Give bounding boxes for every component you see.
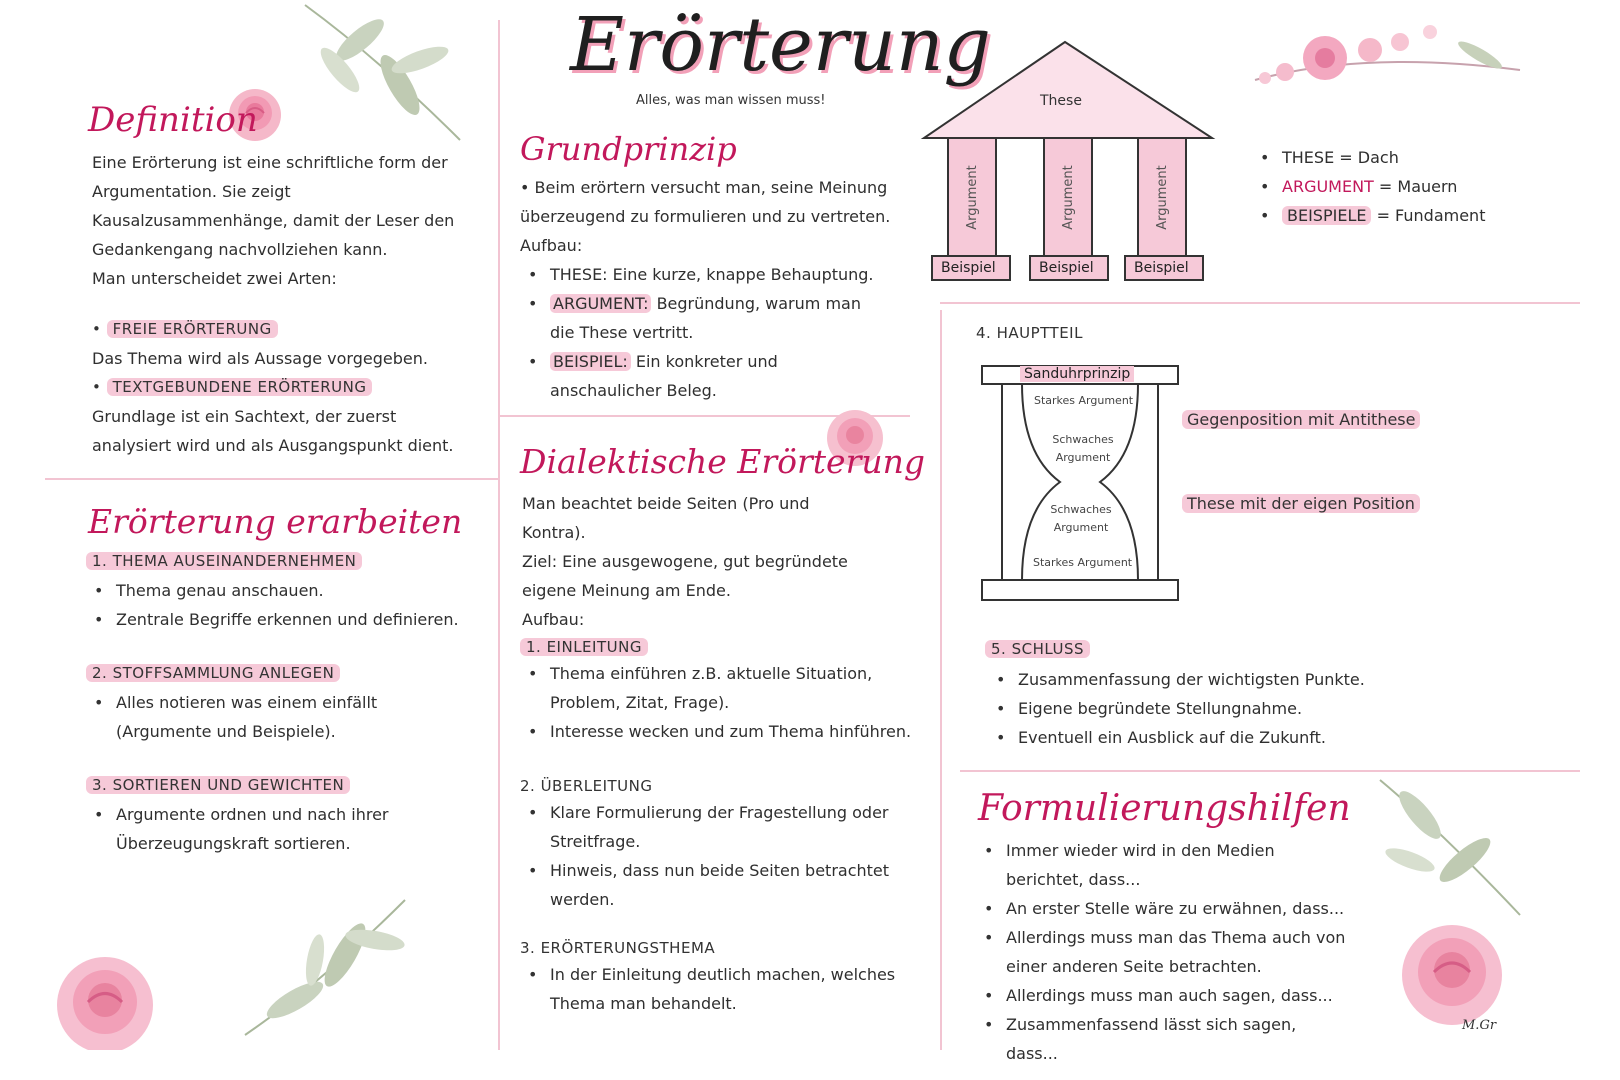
term-argument-text: Begründung, warum man die These vertritt. [550, 294, 861, 342]
divider-horizontal-left [45, 478, 500, 480]
legend-key: ARGUMENT [1282, 177, 1374, 196]
leaf-branch-icon [1370, 770, 1530, 920]
definition-title: Definition [88, 100, 258, 140]
type-textgebunden-label: • TEXTGEBUNDENE ERÖRTERUNG [92, 373, 492, 402]
legend-value: = Mauern [1378, 177, 1458, 196]
definition-types [92, 315, 492, 460]
legend-value: = Fundament [1376, 206, 1486, 225]
base-label: Beispiel [1039, 260, 1094, 276]
signature: M.Gr [1462, 1018, 1497, 1033]
list-item: • Thema genau anschauen. [86, 576, 486, 605]
hourglass-note-top [1182, 410, 1420, 429]
list-item: • Immer wieder wird in den Medien berichtet, dass... [976, 836, 1348, 894]
list-item: • Interesse wecken und zum Thema hinführen. [520, 717, 935, 746]
dialektisch-line: Ziel: Eine ausgewogene, gut begründete [522, 552, 848, 571]
list-item: • Zusammenfassend lässt sich sagen, dass... [976, 1010, 1348, 1068]
house-roof-label: These [1040, 93, 1082, 109]
schluss-label [985, 640, 1090, 658]
definition-paragraph [92, 148, 492, 293]
hourglass-weak-bottom: Schwaches Argument [1050, 503, 1112, 534]
page-subtitle: Alles, was man wissen muss! [636, 93, 826, 108]
divider-vertical-left [498, 20, 500, 1050]
type-textgebunden-highlight: TEXTGEBUNDENE ERÖRTERUNG [107, 378, 373, 396]
grundprinzip-intro-line: überzeugend zu formulieren und zu vertreten. [520, 207, 891, 226]
term-these-text: Eine kurze, knappe Behauptung. [612, 265, 874, 284]
grundprinzip-intro-line: • Beim erörtern versucht man, seine Meinung [520, 178, 888, 197]
dialektisch-line: Man beachtet beide Seiten (Pro und [522, 494, 810, 513]
list-item: • An erster Stelle wäre zu erwähnen, dass... [976, 894, 1348, 923]
step-3-highlight: 3. SORTIEREN UND GEWICHTEN [86, 776, 350, 794]
step-3-label [86, 772, 486, 798]
list-item: • Allerdings muss man auch sagen, dass... [976, 981, 1348, 1010]
part-1-list [520, 659, 935, 746]
term-beispiel: BEISPIEL: [550, 352, 631, 371]
term-beispiel-text: Ein konkreter und anschaulicher Beleg. [550, 352, 778, 400]
dialektisch-line: Aufbau: [522, 610, 585, 629]
legend-key: BEISPIELE [1282, 206, 1371, 225]
dialektisch-line: eigene Meinung am Ende. [522, 581, 731, 600]
erarbeiten-title: Erörterung erarbeiten [88, 502, 463, 541]
list-item [520, 289, 880, 347]
pillar-label: Argument [964, 165, 980, 230]
dialektisch-body [522, 489, 922, 634]
legend-item [1252, 201, 1485, 230]
list-item: • Zusammenfassung der wichtigsten Punkte. [988, 665, 1408, 694]
cherry-blossom-branch-icon [1245, 10, 1525, 100]
formulierung-list [976, 836, 1348, 1068]
part-1-label [520, 635, 935, 659]
legend-value: = Dach [1339, 148, 1399, 167]
hourglass-weak-top: Schwaches Argument [1052, 433, 1114, 464]
step-2-highlight: 2. STOFFSAMMLUNG ANLEGEN [86, 664, 340, 682]
dialektisch-line: Kontra). [522, 523, 586, 542]
list-item: • Eigene begründete Stellungnahme. [988, 694, 1408, 723]
part-3-label [520, 936, 935, 960]
legend-key: THESE [1282, 148, 1335, 167]
hourglass-title: Sanduhrprinzip [1020, 366, 1134, 382]
term-these: THESE: [550, 265, 608, 284]
hourglass-note-bottom [1182, 494, 1420, 513]
pillar-label: Argument [1154, 165, 1170, 230]
list-item: • Klare Formulierung der Fragestellung oder Streitfrage. [520, 798, 890, 856]
part-3-highlight: 3. ERÖRTERUNGSTHEMA [520, 939, 716, 957]
list-item [520, 347, 880, 405]
divider-horizontal-right-top [940, 302, 1580, 304]
part-2-label [520, 774, 935, 798]
house-legend [1252, 143, 1485, 230]
step-1-label [86, 548, 486, 574]
list-item: • Thema einführen z.B. aktuelle Situation, Problem, Zitat, Frage). [520, 659, 935, 717]
step-3-list [86, 800, 406, 858]
type-freie-highlight: FREIE ERÖRTERUNG [107, 320, 278, 338]
list-item: • Argumente ordnen und nach ihrer Überzeugungskraft sortieren. [86, 800, 406, 858]
grundprinzip-aufbau: Aufbau: [520, 236, 583, 255]
hourglass-strong-bottom: Starkes Argument [1033, 556, 1133, 569]
formulierung-title: Formulierungshilfen [978, 788, 1351, 829]
grundprinzip-title: Grundprinzip [520, 130, 737, 168]
dialektisch-title: Dialektische Erörterung [520, 442, 925, 481]
definition-line: Gedankengang nachvollziehen kann. [92, 240, 388, 259]
note-top-highlight: Gegenposition mit Antithese [1182, 410, 1420, 429]
rose-icon [40, 950, 170, 1050]
part-1-highlight: 1. EINLEITUNG [520, 638, 648, 656]
part-3-list [520, 960, 935, 1018]
term-argument: ARGUMENT: [550, 294, 651, 313]
definition-line: Eine Erörterung ist eine schriftliche form der [92, 153, 448, 172]
schluss-list [988, 665, 1408, 752]
divider-vertical-right [940, 310, 942, 1050]
pillar-label: Argument [1060, 165, 1076, 230]
step-1-list [86, 576, 486, 634]
legend-item [1252, 172, 1485, 201]
type-freie-text: Das Thema wird als Aussage vorgegeben. [92, 349, 428, 368]
definition-line: Kausalzusammenhänge, damit der Leser den [92, 211, 455, 230]
step-2-label [86, 660, 486, 686]
schluss-highlight: 5. SCHLUSS [985, 640, 1090, 658]
step-1-highlight: 1. THEMA AUSEINANDERNEHMEN [86, 552, 362, 570]
note-bottom-highlight: These mit der eigen Position [1182, 494, 1420, 513]
type-textgebunden-line: analysiert wird und als Ausgangspunkt dient. [92, 436, 454, 455]
list-item: • Hinweis, dass nun beide Seiten betrachtet werden. [520, 856, 890, 914]
list-item: • In der Einleitung deutlich machen, welches Thema man behandelt. [520, 960, 935, 1018]
dialektisch-parts [520, 635, 935, 1018]
definition-line: Argumentation. Sie zeigt [92, 182, 291, 201]
part-2-list [520, 798, 890, 914]
list-item: • Allerdings muss man das Thema auch von einer anderen Seite betrachten. [976, 923, 1348, 981]
house-diagram [920, 38, 1220, 288]
type-textgebunden-line: Grundlage ist ein Sachtext, der zuerst [92, 407, 397, 426]
list-item: • Alles notieren was einem einfällt (Argumente und Beispiele). [86, 688, 396, 746]
grundprinzip-list [520, 260, 880, 405]
part-2-highlight: 2. ÜBERLEITUNG [520, 777, 653, 795]
grundprinzip-body [520, 173, 910, 405]
page-title: Erörterung [570, 2, 991, 88]
definition-line: Man unterscheidet zwei Arten: [92, 269, 337, 288]
type-freie-label: • FREIE ERÖRTERUNG [92, 315, 492, 344]
leaf-branch-icon [235, 890, 415, 1040]
legend-item [1252, 143, 1485, 172]
base-label: Beispiel [1134, 260, 1189, 276]
list-item [520, 260, 880, 289]
base-label: Beispiel [941, 260, 996, 276]
hourglass-strong-top: Starkes Argument [1034, 394, 1134, 407]
list-item: • Eventuell ein Ausblick auf die Zukunft. [988, 723, 1408, 752]
leaf-branch-icon [300, 0, 470, 150]
step-2-list [86, 688, 396, 746]
erarbeiten-steps [86, 548, 486, 858]
list-item: • Zentrale Begriffe erkennen und definieren. [86, 605, 486, 634]
hauptteil-label: 4. HAUPTTEIL [976, 324, 1083, 342]
rose-icon [1392, 920, 1512, 1030]
